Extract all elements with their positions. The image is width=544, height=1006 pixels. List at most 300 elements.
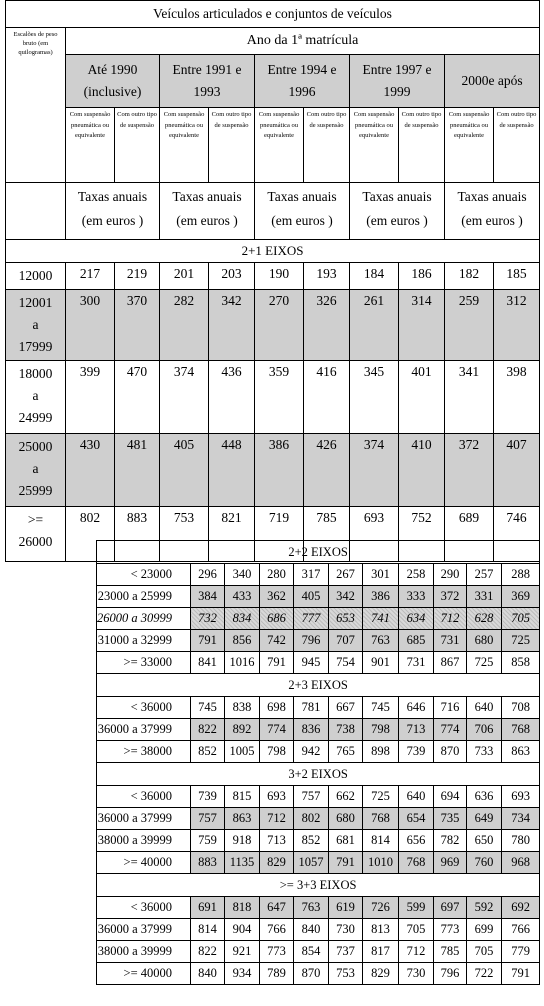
- tax-value-cell: 646: [399, 697, 434, 719]
- tax-value-cell: 773: [434, 919, 467, 941]
- weight-class-cell: >= 40000: [97, 852, 191, 874]
- tax-value-cell: 705: [467, 941, 502, 963]
- tax-value-cell: 739: [191, 786, 225, 808]
- tax-value-cell: 1016: [225, 652, 260, 674]
- tax-value-cell: 712: [434, 608, 467, 630]
- tax-value-cell: 822: [191, 941, 225, 963]
- period-header: [160, 55, 255, 108]
- tax-value-cell: 636: [467, 786, 502, 808]
- table-row: [97, 786, 540, 808]
- tax-value-cell: 654: [399, 808, 434, 830]
- tax-value-cell: 401: [399, 361, 445, 434]
- tax-value-cell: 430: [66, 434, 115, 507]
- tax-value-cell: 777: [294, 608, 329, 630]
- table-row: [97, 741, 540, 763]
- tax-value-cell: 301: [363, 564, 399, 586]
- tax-value-cell: 193: [304, 263, 350, 290]
- tax-value-cell: 757: [191, 808, 225, 830]
- tax-value-cell: 662: [329, 786, 363, 808]
- period-header: [255, 55, 350, 108]
- tax-value-cell: 685: [399, 630, 434, 652]
- period-line1: Até 1990: [87, 62, 138, 77]
- tax-value-cell: 398: [494, 361, 540, 434]
- tax-value-cell: 706: [467, 719, 502, 741]
- tax-value-cell: 693: [350, 507, 399, 562]
- tax-value-cell: 746: [494, 507, 540, 562]
- axle-group-title: 2+2 EIXOS: [97, 541, 540, 564]
- tax-label-line2: (em euros ): [366, 213, 428, 228]
- suspension-pneumatic-header: Com suspensão pneumática ou equivalente: [445, 108, 494, 183]
- suspension-other-header: Com outro tipo de suspensão: [399, 108, 445, 183]
- axle-group-title: >= 3+3 EIXOS: [97, 874, 540, 897]
- tax-label: [350, 183, 445, 240]
- tax-value-cell: 768: [502, 719, 540, 741]
- weight-class-part: a: [32, 461, 39, 476]
- tax-value-cell: 288: [502, 564, 540, 586]
- tax-value-cell: 742: [260, 630, 294, 652]
- tax-value-cell: 817: [363, 941, 399, 963]
- tax-value-cell: 686: [260, 608, 294, 630]
- tax-value-cell: 186: [399, 263, 445, 290]
- tax-value-cell: 689: [445, 507, 494, 562]
- tax-value-cell: 834: [225, 608, 260, 630]
- tax-value-cell: 410: [399, 434, 445, 507]
- tax-value-cell: 856: [225, 630, 260, 652]
- table-row: [97, 719, 540, 741]
- weight-class-cell: >= 38000: [97, 741, 191, 763]
- tax-label: [66, 183, 160, 240]
- tax-value-cell: 370: [115, 290, 160, 361]
- tax-value-cell: 217: [66, 263, 115, 290]
- tax-value-cell: 725: [363, 786, 399, 808]
- tax-value-cell: 698: [260, 697, 294, 719]
- tax-value-cell: 416: [304, 361, 350, 434]
- tax-label: [445, 183, 540, 240]
- tax-value-cell: 821: [209, 507, 255, 562]
- weight-class-part: 18000: [18, 366, 53, 381]
- tax-value-cell: 203: [209, 263, 255, 290]
- tax-value-cell: 757: [294, 786, 329, 808]
- suspension-pneumatic-header: Com suspensão pneumática ou equivalente: [160, 108, 209, 183]
- weight-class-cell: [6, 263, 66, 290]
- weight-column-header: Escalões de peso bruto (em quilogramas): [6, 28, 66, 183]
- tax-value-cell: 753: [160, 507, 209, 562]
- weight-class-cell: >= 40000: [97, 963, 191, 985]
- tax-value-cell: 901: [363, 652, 399, 674]
- tax-value-cell: 870: [294, 963, 329, 985]
- tax-value-cell: 741: [363, 608, 399, 630]
- tax-value-cell: 693: [502, 786, 540, 808]
- tax-value-cell: 735: [434, 808, 467, 830]
- tax-value-cell: 314: [399, 290, 445, 361]
- tax-value-cell: 726: [363, 897, 399, 919]
- tax-value-cell: 693: [260, 786, 294, 808]
- tax-value-cell: 433: [225, 586, 260, 608]
- tax-value-cell: 369: [502, 586, 540, 608]
- weight-class-part: 24999: [18, 410, 53, 425]
- weight-class-cell: 31000 a 32999: [97, 630, 191, 652]
- tax-value-cell: 942: [294, 741, 329, 763]
- tax-value-cell: 733: [467, 741, 502, 763]
- suspension-header-row: [6, 108, 540, 183]
- tax-value-cell: 656: [399, 830, 434, 852]
- tax-value-cell: 1010: [363, 852, 399, 874]
- tax-value-cell: 345: [350, 361, 399, 434]
- tax-value-cell: 774: [434, 719, 467, 741]
- table-row: [97, 697, 540, 719]
- tax-value-cell: 650: [467, 830, 502, 852]
- tax-value-cell: 448: [209, 434, 255, 507]
- tax-value-cell: 785: [434, 941, 467, 963]
- tax-value-cell: 384: [191, 586, 225, 608]
- tax-value-cell: 713: [260, 830, 294, 852]
- table-row: [97, 919, 540, 941]
- suspension-pneumatic-header: Com suspensão pneumática ou equivalente: [255, 108, 304, 183]
- period-line1: Entre 1994 e: [267, 62, 337, 77]
- axle-group-header-row: [97, 763, 540, 786]
- weight-class-cell: < 36000: [97, 786, 191, 808]
- tax-value-cell: 372: [445, 434, 494, 507]
- tax-value-cell: 841: [191, 652, 225, 674]
- tax-value-cell: 768: [363, 808, 399, 830]
- table-row: [97, 963, 540, 985]
- weight-class-cell: [6, 361, 66, 434]
- tax-value-cell: 725: [467, 652, 502, 674]
- tax-value-cell: 766: [260, 919, 294, 941]
- period-header: [350, 55, 445, 108]
- tax-value-cell: 649: [467, 808, 502, 830]
- tax-value-cell: 791: [191, 630, 225, 652]
- tax-value-cell: 312: [494, 290, 540, 361]
- tax-value-cell: 640: [399, 786, 434, 808]
- tax-value-cell: 883: [115, 507, 160, 562]
- weight-class-cell: 36000 a 37999: [97, 808, 191, 830]
- tax-value-cell: 372: [434, 586, 467, 608]
- tax-value-cell: 300: [66, 290, 115, 361]
- table-row: [97, 941, 540, 963]
- axle-group-header-row: [97, 541, 540, 564]
- tax-label-line1: Taxas anuais: [267, 189, 337, 204]
- suspension-pneumatic-header: Com suspensão pneumática ou equivalente: [350, 108, 399, 183]
- table-title: Veículos articulados e conjuntos de veículos: [6, 1, 540, 28]
- period-header-row: [6, 55, 540, 108]
- tax-value-cell: 1135: [225, 852, 260, 874]
- tax-value-cell: 883: [191, 852, 225, 874]
- tax-value-cell: 836: [294, 719, 329, 741]
- weight-class-cell: 38000 a 39999: [97, 830, 191, 852]
- table-row: [97, 830, 540, 852]
- tax-value-cell: 705: [502, 608, 540, 630]
- tax-value-cell: 725: [502, 630, 540, 652]
- tax-value-cell: 190: [255, 263, 304, 290]
- axle-group-title: 3+2 EIXOS: [97, 763, 540, 786]
- tax-value-cell: 863: [502, 741, 540, 763]
- tax-value-cell: 628: [467, 608, 502, 630]
- tax-value-cell: 680: [467, 630, 502, 652]
- period-header: [445, 55, 540, 108]
- tax-label-line2: (em euros ): [461, 213, 523, 228]
- tax-value-cell: 852: [191, 741, 225, 763]
- tax-value-cell: 640: [467, 697, 502, 719]
- tax-value-cell: 436: [209, 361, 255, 434]
- tax-label: [160, 183, 255, 240]
- tax-header-row: [6, 183, 540, 240]
- tax-value-cell: 647: [260, 897, 294, 919]
- tax-value-cell: 840: [294, 919, 329, 941]
- tax-value-cell: 362: [260, 586, 294, 608]
- tax-value-cell: 730: [329, 919, 363, 941]
- weight-class-cell: 26000 a 30999: [97, 608, 191, 630]
- table-row: [97, 652, 540, 674]
- tax-value-cell: 342: [209, 290, 255, 361]
- table-row: [97, 808, 540, 830]
- suspension-other-header: Com outro tipo de suspensão: [115, 108, 160, 183]
- tax-value-cell: 738: [329, 719, 363, 741]
- tax-value-cell: 796: [294, 630, 329, 652]
- tax-value-cell: 789: [260, 963, 294, 985]
- tax-value-cell: 766: [502, 919, 540, 941]
- tax-label-line2: (em euros ): [271, 213, 333, 228]
- period-line1: 2000e após: [461, 73, 523, 88]
- tax-value-cell: 734: [502, 808, 540, 830]
- tax-value-cell: 258: [399, 564, 434, 586]
- tax-value-cell: 791: [260, 652, 294, 674]
- period-line2: 1999: [383, 84, 411, 99]
- weight-class-cell: [6, 290, 66, 361]
- tax-value-cell: 680: [329, 808, 363, 830]
- tax-value-cell: 407: [494, 434, 540, 507]
- suspension-pneumatic-header: Com suspensão pneumática ou equivalente: [66, 108, 115, 183]
- weight-class-cell: [6, 507, 66, 562]
- tax-value-cell: 798: [260, 741, 294, 763]
- tax-value-cell: 768: [399, 852, 434, 874]
- weight-class-part: 25000: [18, 439, 53, 454]
- tax-value-cell: 317: [294, 564, 329, 586]
- weight-class-part: a: [32, 388, 39, 403]
- tax-value-cell: 386: [363, 586, 399, 608]
- suspension-other-header: Com outro tipo de suspensão: [494, 108, 540, 183]
- tax-blank-cell: [6, 183, 66, 240]
- tax-value-cell: 745: [191, 697, 225, 719]
- tax-value-cell: 753: [329, 963, 363, 985]
- weight-class-cell: >= 33000: [97, 652, 191, 674]
- tax-value-cell: 852: [294, 830, 329, 852]
- tax-value-cell: 634: [399, 608, 434, 630]
- tax-value-cell: 779: [502, 941, 540, 963]
- weight-class-part: >=: [27, 512, 44, 527]
- weight-class-cell: < 23000: [97, 564, 191, 586]
- tax-value-cell: 386: [255, 434, 304, 507]
- tax-value-cell: 765: [329, 741, 363, 763]
- table-row: [97, 897, 540, 919]
- tax-value-cell: 752: [399, 507, 445, 562]
- axle-group-title: 2+1 EIXOS: [6, 240, 540, 263]
- tax-value-cell: 359: [255, 361, 304, 434]
- tax-value-cell: 773: [260, 941, 294, 963]
- tax-value-cell: 760: [467, 852, 502, 874]
- tax-value-cell: 219: [115, 263, 160, 290]
- tax-value-cell: 774: [260, 719, 294, 741]
- tax-value-cell: 802: [66, 507, 115, 562]
- period-header: [66, 55, 160, 108]
- suspension-other-header: Com outro tipo de suspensão: [209, 108, 255, 183]
- tax-value-cell: 426: [304, 434, 350, 507]
- tax-value-cell: 712: [399, 941, 434, 963]
- tax-value-cell: 341: [445, 361, 494, 434]
- tax-value-cell: 705: [399, 919, 434, 941]
- tax-value-cell: 599: [399, 897, 434, 919]
- tax-value-cell: 838: [225, 697, 260, 719]
- articulated-vehicles-table: [5, 0, 540, 562]
- table-row: [97, 608, 540, 630]
- tax-value-cell: 692: [502, 897, 540, 919]
- tax-value-cell: 182: [445, 263, 494, 290]
- weight-class-part: 26000: [18, 534, 53, 549]
- weight-class-cell: 23000 a 25999: [97, 586, 191, 608]
- tax-value-cell: 592: [467, 897, 502, 919]
- tax-value-cell: 904: [225, 919, 260, 941]
- tax-value-cell: 898: [363, 741, 399, 763]
- tax-value-cell: 470: [115, 361, 160, 434]
- tax-value-cell: 840: [191, 963, 225, 985]
- tax-value-cell: 296: [191, 564, 225, 586]
- axle-group-title: 2+3 EIXOS: [97, 674, 540, 697]
- tax-value-cell: 333: [399, 586, 434, 608]
- tax-value-cell: 270: [255, 290, 304, 361]
- table-row: [97, 630, 540, 652]
- tax-value-cell: 691: [191, 897, 225, 919]
- tax-value-cell: 731: [434, 630, 467, 652]
- tax-value-cell: 261: [350, 290, 399, 361]
- period-line1: Entre 1997 e: [362, 62, 432, 77]
- weight-class-cell: 38000 a 39999: [97, 941, 191, 963]
- weight-class-part: 25999: [18, 483, 53, 498]
- period-line2: 1996: [288, 84, 316, 99]
- tax-value-cell: 802: [294, 808, 329, 830]
- tax-value-cell: 699: [467, 919, 502, 941]
- table-row: [97, 564, 540, 586]
- axle-group-header-row: [97, 674, 540, 697]
- weight-class-cell: < 36000: [97, 697, 191, 719]
- tax-value-cell: 342: [329, 586, 363, 608]
- tax-value-cell: 863: [225, 808, 260, 830]
- weight-class-cell: 36000 a 37999: [97, 919, 191, 941]
- tax-value-cell: 716: [434, 697, 467, 719]
- tax-value-cell: 763: [294, 897, 329, 919]
- table-row: [6, 361, 540, 434]
- tax-value-cell: 653: [329, 608, 363, 630]
- period-line2: (inclusive): [83, 84, 142, 99]
- period-line2: 1993: [193, 84, 221, 99]
- tax-value-cell: 791: [329, 852, 363, 874]
- tax-value-cell: 818: [225, 897, 260, 919]
- axle-group-header-row: [97, 874, 540, 897]
- tax-value-cell: 405: [294, 586, 329, 608]
- tax-value-cell: 267: [329, 564, 363, 586]
- tax-value-cell: 782: [434, 830, 467, 852]
- tax-value-cell: 921: [225, 941, 260, 963]
- table-row: [6, 434, 540, 507]
- tax-value-cell: 619: [329, 897, 363, 919]
- tax-value-cell: 707: [329, 630, 363, 652]
- tax-value-cell: 813: [363, 919, 399, 941]
- tax-value-cell: 745: [363, 697, 399, 719]
- tax-value-cell: 969: [434, 852, 467, 874]
- table-row: [97, 852, 540, 874]
- tax-value-cell: 331: [467, 586, 502, 608]
- tax-value-cell: 829: [363, 963, 399, 985]
- tax-value-cell: 667: [329, 697, 363, 719]
- tax-value-cell: 829: [260, 852, 294, 874]
- tax-value-cell: 481: [115, 434, 160, 507]
- tax-value-cell: 754: [329, 652, 363, 674]
- tax-value-cell: 892: [225, 719, 260, 741]
- tax-value-cell: 814: [363, 830, 399, 852]
- tax-value-cell: 399: [66, 361, 115, 434]
- tax-value-cell: 781: [294, 697, 329, 719]
- tax-value-cell: 681: [329, 830, 363, 852]
- tax-value-cell: 722: [467, 963, 502, 985]
- table-row: [6, 290, 540, 361]
- tax-value-cell: 822: [191, 719, 225, 741]
- tax-value-cell: 739: [399, 741, 434, 763]
- weight-class-cell: [6, 434, 66, 507]
- tax-value-cell: 731: [399, 652, 434, 674]
- tax-value-cell: 259: [445, 290, 494, 361]
- tax-value-cell: 694: [434, 786, 467, 808]
- tax-value-cell: 719: [255, 507, 304, 562]
- tax-value-cell: 780: [502, 830, 540, 852]
- tax-value-cell: 867: [434, 652, 467, 674]
- tax-value-cell: 340: [225, 564, 260, 586]
- tax-value-cell: 374: [160, 361, 209, 434]
- tax-value-cell: 798: [363, 719, 399, 741]
- tax-value-cell: 945: [294, 652, 329, 674]
- tax-value-cell: 201: [160, 263, 209, 290]
- tax-label-line1: Taxas anuais: [172, 189, 242, 204]
- tax-value-cell: 184: [350, 263, 399, 290]
- tax-value-cell: 713: [399, 719, 434, 741]
- tax-value-cell: 814: [191, 919, 225, 941]
- table-row: [6, 263, 540, 290]
- suspension-other-header: Com outro tipo de suspensão: [304, 108, 350, 183]
- weight-class-part: 12000: [18, 268, 53, 283]
- tax-value-cell: 854: [294, 941, 329, 963]
- table-row: [97, 586, 540, 608]
- tax-value-cell: 785: [304, 507, 350, 562]
- tax-value-cell: 280: [260, 564, 294, 586]
- tax-value-cell: 1057: [294, 852, 329, 874]
- tax-value-cell: 697: [434, 897, 467, 919]
- tax-label-line2: (em euros ): [176, 213, 238, 228]
- weight-class-part: a: [32, 317, 39, 332]
- tax-value-cell: 712: [260, 808, 294, 830]
- tax-label-line1: Taxas anuais: [457, 189, 527, 204]
- weight-class-cell: 36000 a 37999: [97, 719, 191, 741]
- axle-groups-table: [96, 540, 540, 985]
- weight-class-part: 12001: [18, 295, 53, 310]
- tax-value-cell: 796: [434, 963, 467, 985]
- tax-value-cell: 934: [225, 963, 260, 985]
- tax-label-line2: (em euros ): [81, 213, 144, 228]
- tax-label: [255, 183, 350, 240]
- tax-value-cell: 763: [363, 630, 399, 652]
- tax-value-cell: 918: [225, 830, 260, 852]
- tax-value-cell: 1005: [225, 741, 260, 763]
- year-header: Ano da 1ª matrícula: [66, 28, 540, 55]
- tax-value-cell: 405: [160, 434, 209, 507]
- tax-value-cell: 737: [329, 941, 363, 963]
